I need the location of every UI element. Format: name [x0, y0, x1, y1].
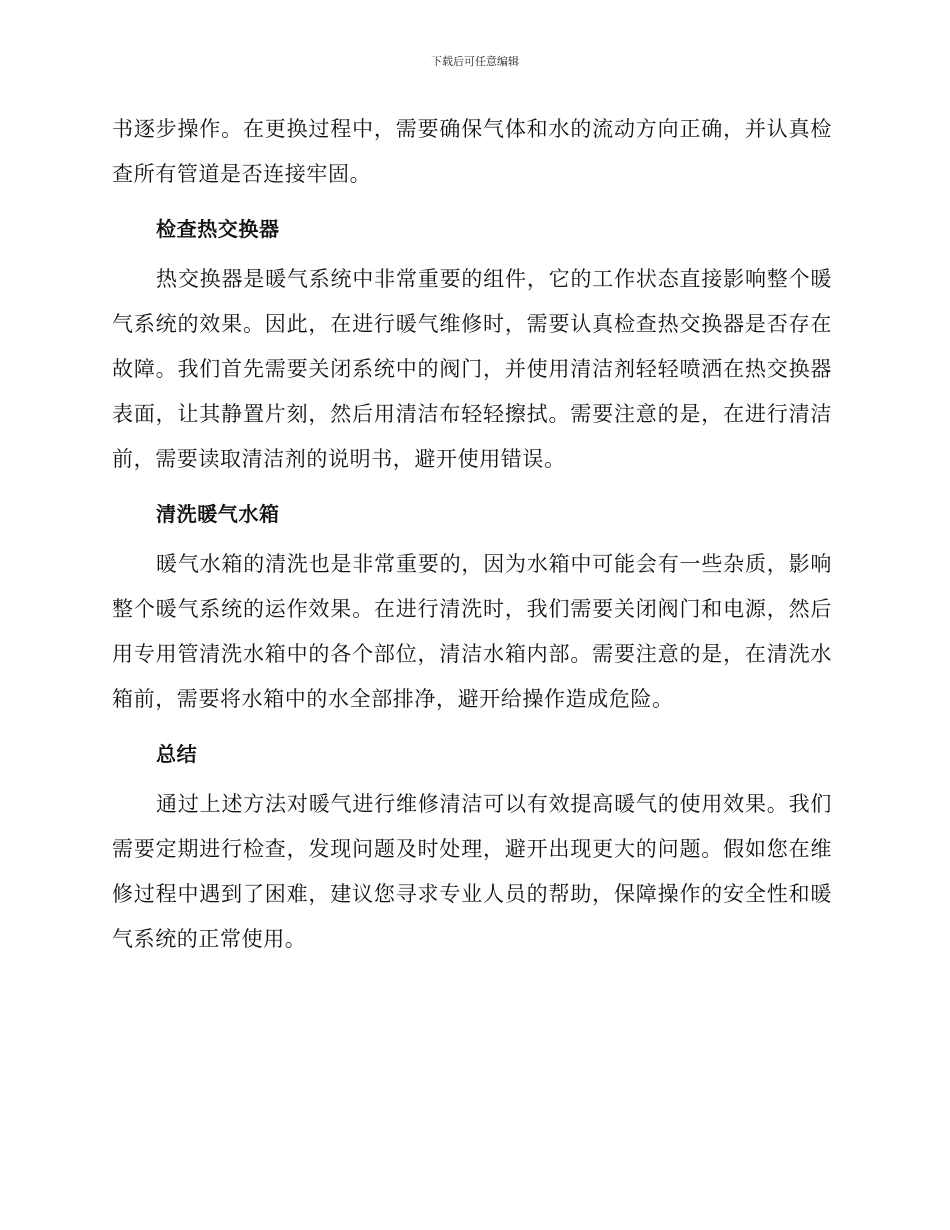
section-heading-water-tank: 清洗暖气水箱	[156, 502, 280, 526]
paragraph-heat-exchanger: 热交换器是暖气系统中非常重要的组件，它的工作状态直接影响整个暖气系统的效果。因此，在进行暖气维修时，需要认真检查热交换器是否存在故障。我们首先需要关闭系统中的阀门，并使用清洁剂轻轻喷洒在热交换器表面，让其静置片刻，然后用清洁布轻轻擦拭。需要注意的是，在进行清洁前，需要读取清洁剂的说明书，避开使用错误。	[112, 267, 832, 471]
page-header: 下载后可任意编辑	[431, 55, 519, 68]
document-body	[112, 107, 832, 962]
paragraph-water-tank: 暖气水箱的清洗也是非常重要的，因为水箱中可能会有一些杂质，影响整个暖气系统的运作效果。在进行清洗时，我们需要关闭阀门和电源，然后用专用管清洗水箱中的各个部位，清洁水箱内部。需要注意的是，在清洗水箱前，需要将水箱中的水全部排净，避开给操作造成危险。	[112, 552, 832, 711]
paragraph-summary: 通过上述方法对暖气进行维修清洁可以有效提高暖气的使用效果。我们需要定期进行检查，发现问题及时处理，避开出现更大的问题。假如您在维修过程中遇到了困难，建议您寻求专业人员的帮助，保障操作的安全性和暖气系统的正常使用。	[112, 792, 832, 951]
paragraph-continued: 书逐步操作。在更换过程中，需要确保气体和水的流动方向正确，并认真检查所有管道是否连接牢固。	[112, 117, 832, 186]
section-heading-heat-exchanger: 检查热交换器	[156, 217, 280, 241]
section-heading-summary: 总结	[156, 742, 198, 766]
